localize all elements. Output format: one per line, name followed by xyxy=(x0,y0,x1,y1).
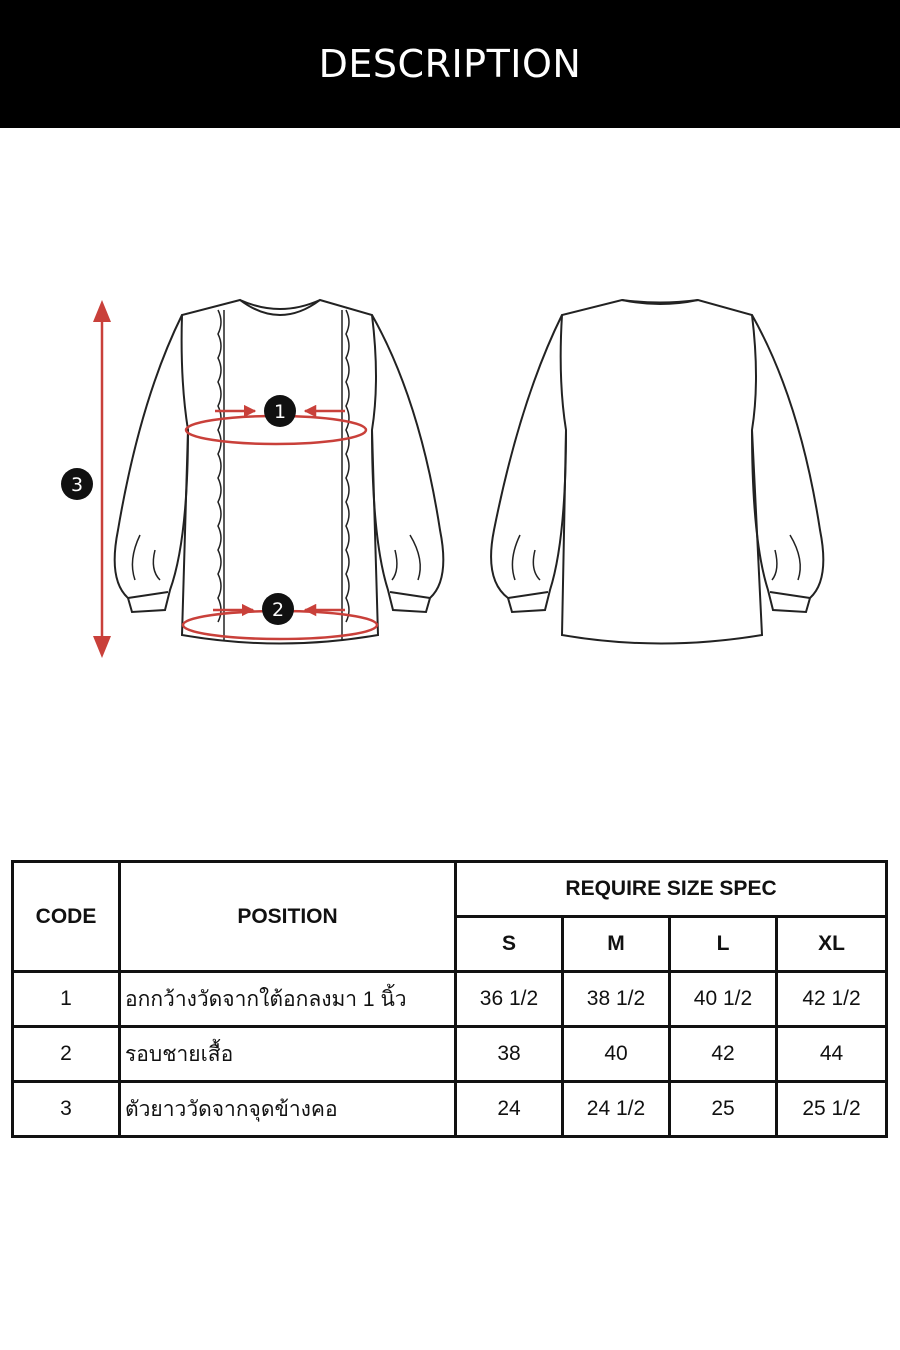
row-position: รอบชายเสื้อ xyxy=(120,1027,456,1082)
row-position: ตัวยาววัดจากจุดข้างคอ xyxy=(120,1082,456,1137)
front-right-cuff xyxy=(390,592,430,598)
row-code: 1 xyxy=(13,972,120,1027)
length-arrow-top xyxy=(93,300,111,322)
front-view xyxy=(115,300,444,644)
size-spec-header: REQUIRE SIZE SPEC xyxy=(456,862,887,917)
back-left-cuff xyxy=(508,592,548,598)
front-left-sleeve xyxy=(115,315,188,612)
size-xl-header: XL xyxy=(777,917,887,972)
row-value-l: 40 1/2 xyxy=(670,972,777,1027)
row-code: 3 xyxy=(13,1082,120,1137)
table-row xyxy=(13,972,887,1027)
back-view xyxy=(491,300,823,644)
row-value-l: 42 xyxy=(670,1027,777,1082)
row-value-s: 38 xyxy=(456,1027,563,1082)
row-code: 2 xyxy=(13,1027,120,1082)
row-value-m: 24 1/2 xyxy=(563,1082,670,1137)
page-title: DESCRIPTION xyxy=(318,42,582,86)
svg-text:2: 2 xyxy=(271,599,285,621)
row-value-m: 38 1/2 xyxy=(563,972,670,1027)
row-value-m: 40 xyxy=(563,1027,670,1082)
svg-text:3: 3 xyxy=(70,474,84,496)
back-body-outline xyxy=(561,300,762,644)
back-left-sleeve-fold xyxy=(512,535,540,580)
row-value-xl: 25 1/2 xyxy=(777,1082,887,1137)
table-row xyxy=(13,1082,887,1137)
size-s-header: S xyxy=(456,917,563,972)
row-value-xl: 44 xyxy=(777,1027,887,1082)
code-header: CODE xyxy=(13,862,120,972)
row-value-s: 24 xyxy=(456,1082,563,1137)
marker-2 xyxy=(262,593,294,625)
table-row xyxy=(13,1027,887,1082)
back-right-sleeve-fold xyxy=(772,535,800,580)
front-right-sleeve xyxy=(372,315,443,612)
size-m-header: M xyxy=(563,917,670,972)
measure-lines xyxy=(102,308,377,652)
left-lace-trim xyxy=(218,310,221,622)
front-left-cuff xyxy=(128,592,168,598)
back-right-cuff xyxy=(770,592,810,598)
garment-illustration xyxy=(0,280,900,680)
back-right-sleeve xyxy=(752,315,823,612)
row-value-xl: 42 1/2 xyxy=(777,972,887,1027)
front-left-sleeve-fold xyxy=(132,535,160,580)
size-spec-table xyxy=(11,860,888,1138)
length-arrow-bottom xyxy=(93,636,111,658)
marker-3 xyxy=(61,468,93,500)
marker-1 xyxy=(264,395,296,427)
table-header-row xyxy=(13,862,887,917)
row-value-l: 25 xyxy=(670,1082,777,1137)
row-value-s: 36 1/2 xyxy=(456,972,563,1027)
size-l-header: L xyxy=(670,917,777,972)
back-left-sleeve xyxy=(491,315,566,612)
position-header: POSITION xyxy=(120,862,456,972)
right-lace-trim xyxy=(346,310,349,622)
row-position: อกกว้างวัดจากใต้อกลงมา 1 นิ้ว xyxy=(120,972,456,1027)
front-right-sleeve-fold xyxy=(392,535,420,580)
page-header xyxy=(0,0,900,128)
svg-text:1: 1 xyxy=(273,401,287,423)
